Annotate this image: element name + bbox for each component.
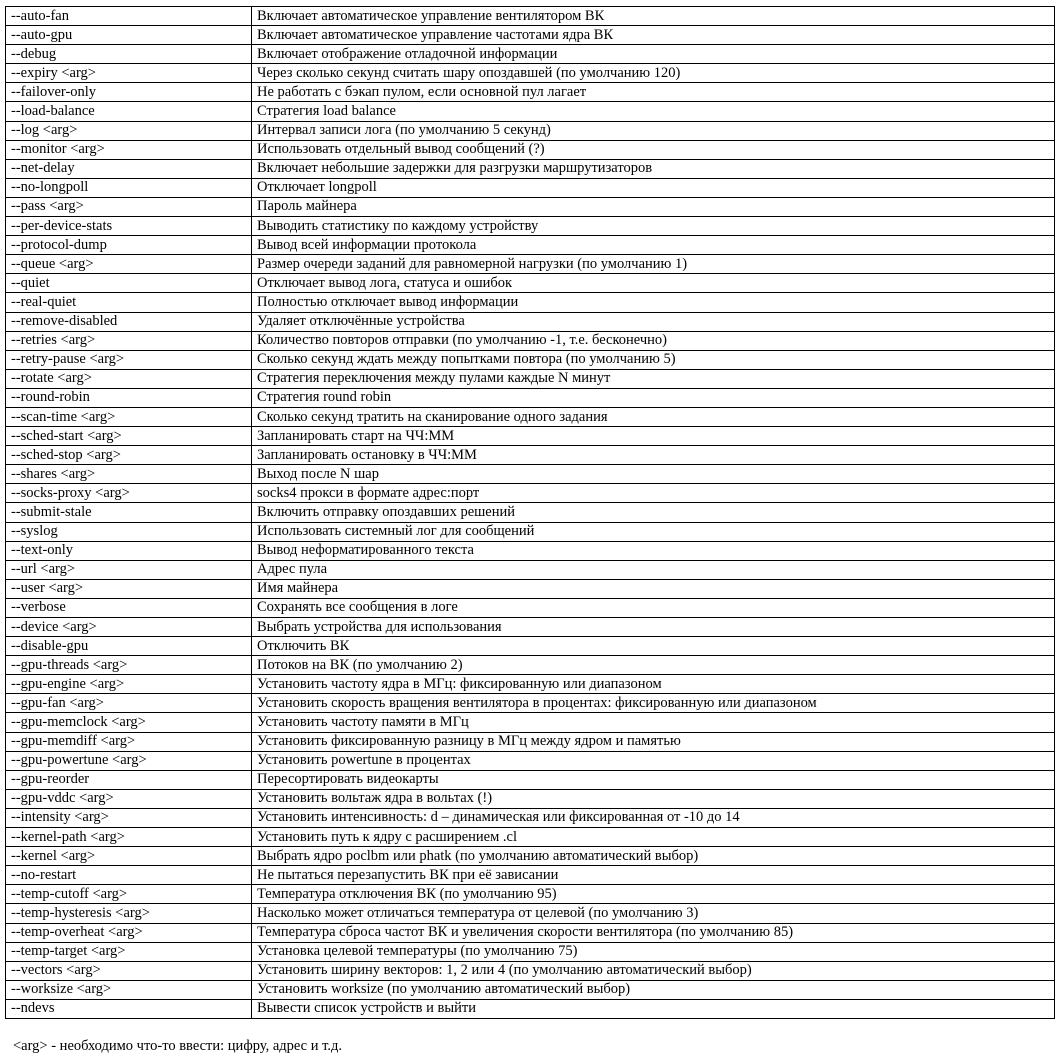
table-row	[6, 751, 1055, 770]
table-row	[6, 541, 1055, 560]
option-cell: --gpu-memdiff <arg>	[6, 732, 252, 751]
table-row	[6, 980, 1055, 999]
description-cell: Пароль майнера	[252, 197, 1055, 216]
option-cell: --rotate <arg>	[6, 369, 252, 388]
description-cell: Вывод неформатированного текста	[252, 541, 1055, 560]
option-cell: --load-balance	[6, 102, 252, 121]
table-row	[6, 465, 1055, 484]
description-cell: Сколько секунд ждать между попытками повтора (по умолчанию 5)	[252, 350, 1055, 369]
option-cell: --submit-stale	[6, 503, 252, 522]
table-row	[6, 866, 1055, 885]
option-cell: --failover-only	[6, 83, 252, 102]
description-cell: Интервал записи лога (по умолчанию 5 секунд)	[252, 121, 1055, 140]
table-row	[6, 293, 1055, 312]
description-cell: Запланировать старт на ЧЧ:ММ	[252, 427, 1055, 446]
table-row	[6, 885, 1055, 904]
option-cell: --queue <arg>	[6, 255, 252, 274]
option-cell: --sched-start <arg>	[6, 427, 252, 446]
description-cell: Установить worksize (по умолчанию автоматический выбор)	[252, 980, 1055, 999]
option-cell: --scan-time <arg>	[6, 407, 252, 426]
description-cell: Имя майнера	[252, 579, 1055, 598]
option-cell: --socks-proxy <arg>	[6, 484, 252, 503]
table-row	[6, 942, 1055, 961]
option-cell: --url <arg>	[6, 560, 252, 579]
option-cell: --kernel-path <arg>	[6, 828, 252, 847]
description-cell: Отключить ВК	[252, 637, 1055, 656]
table-row	[6, 713, 1055, 732]
option-cell: --gpu-vddc <arg>	[6, 789, 252, 808]
description-cell: Установить фиксированную разницу в МГц между ядром и памятью	[252, 732, 1055, 751]
table-row	[6, 274, 1055, 293]
option-cell: --temp-cutoff <arg>	[6, 885, 252, 904]
description-cell: Сохранять все сообщения в логе	[252, 598, 1055, 617]
table-row	[6, 121, 1055, 140]
footnote: <arg> - необходимо что-то ввести: цифру, адрес и т.д.	[13, 1038, 343, 1054]
description-cell: Установить ширину векторов: 1, 2 или 4 (по умолчанию автоматический выбор)	[252, 961, 1055, 980]
table-row	[6, 961, 1055, 980]
option-cell: --worksize <arg>	[6, 980, 252, 999]
option-cell: --user <arg>	[6, 579, 252, 598]
table-row	[6, 808, 1055, 827]
option-cell: --no-restart	[6, 866, 252, 885]
description-cell: Установить вольтаж ядра в вольтах (!)	[252, 789, 1055, 808]
description-cell: Использовать отдельный вывод сообщений (?)	[252, 140, 1055, 159]
options-table-body	[6, 7, 1055, 1019]
option-cell: --auto-gpu	[6, 26, 252, 45]
description-cell: Установить интенсивность: d – динамическая или фиксированная от -10 до 14	[252, 808, 1055, 827]
table-row	[6, 331, 1055, 350]
table-row	[6, 579, 1055, 598]
option-cell: --temp-target <arg>	[6, 942, 252, 961]
option-cell: --protocol-dump	[6, 236, 252, 255]
option-cell: --no-longpoll	[6, 178, 252, 197]
description-cell: Выбрать устройства для использования	[252, 618, 1055, 637]
table-row	[6, 312, 1055, 331]
description-cell: Размер очереди заданий для равномерной нагрузки (по умолчанию 1)	[252, 255, 1055, 274]
description-cell: Адрес пула	[252, 560, 1055, 579]
description-cell: Установка целевой температуры (по умолчанию 75)	[252, 942, 1055, 961]
description-cell: Использовать системный лог для сообщений	[252, 522, 1055, 541]
option-cell: --remove-disabled	[6, 312, 252, 331]
option-cell: --temp-hysteresis <arg>	[6, 904, 252, 923]
description-cell: Установить путь к ядру с расширением .cl	[252, 828, 1055, 847]
description-cell: Включает автоматическое управление частотами ядра ВК	[252, 26, 1055, 45]
table-row	[6, 789, 1055, 808]
table-row	[6, 675, 1055, 694]
option-cell: --expiry <arg>	[6, 64, 252, 83]
description-cell: Выход после N шар	[252, 465, 1055, 484]
option-cell: --log <arg>	[6, 121, 252, 140]
table-row	[6, 236, 1055, 255]
option-cell: --gpu-reorder	[6, 770, 252, 789]
table-row	[6, 446, 1055, 465]
option-cell: --intensity <arg>	[6, 808, 252, 827]
description-cell: Сколько секунд тратить на сканирование одного задания	[252, 407, 1055, 426]
option-cell: --retry-pause <arg>	[6, 350, 252, 369]
table-row	[6, 522, 1055, 541]
description-cell: Выбрать ядро poclbm или phatk (по умолчанию автоматический выбор)	[252, 847, 1055, 866]
table-row	[6, 656, 1055, 675]
table-row	[6, 904, 1055, 923]
option-cell: --per-device-stats	[6, 217, 252, 236]
table-row	[6, 26, 1055, 45]
description-cell: Включает отображение отладочной информации	[252, 45, 1055, 64]
description-cell: Удаляет отключённые устройства	[252, 312, 1055, 331]
option-cell: --ndevs	[6, 999, 252, 1018]
options-table	[5, 6, 1055, 1019]
table-row	[6, 484, 1055, 503]
option-cell: --pass <arg>	[6, 197, 252, 216]
option-cell: --gpu-memclock <arg>	[6, 713, 252, 732]
description-cell: Включить отправку опоздавших решений	[252, 503, 1055, 522]
description-cell: Через сколько секунд считать шару опоздавшей (по умолчанию 120)	[252, 64, 1055, 83]
table-row	[6, 83, 1055, 102]
table-row	[6, 45, 1055, 64]
option-cell: --device <arg>	[6, 618, 252, 637]
table-row	[6, 427, 1055, 446]
description-cell: Стратегия переключения между пулами каждые N минут	[252, 369, 1055, 388]
table-row	[6, 694, 1055, 713]
description-cell: Стратегия load balance	[252, 102, 1055, 121]
description-cell: Установить powertune в процентах	[252, 751, 1055, 770]
description-cell: Насколько может отличаться температура от целевой (по умолчанию 3)	[252, 904, 1055, 923]
option-cell: --real-quiet	[6, 293, 252, 312]
table-row	[6, 560, 1055, 579]
table-row	[6, 770, 1055, 789]
table-row	[6, 178, 1055, 197]
table-row	[6, 732, 1055, 751]
description-cell: Не работать с бэкап пулом, если основной пул лагает	[252, 83, 1055, 102]
option-cell: --debug	[6, 45, 252, 64]
table-row	[6, 388, 1055, 407]
option-cell: --gpu-fan <arg>	[6, 694, 252, 713]
description-cell: Пересортировать видеокарты	[252, 770, 1055, 789]
option-cell: --disable-gpu	[6, 637, 252, 656]
description-cell: Установить частоту памяти в МГц	[252, 713, 1055, 732]
table-row	[6, 923, 1055, 942]
option-cell: --gpu-powertune <arg>	[6, 751, 252, 770]
table-row	[6, 140, 1055, 159]
option-cell: --verbose	[6, 598, 252, 617]
table-row	[6, 828, 1055, 847]
table-row	[6, 350, 1055, 369]
option-cell: --shares <arg>	[6, 465, 252, 484]
option-cell: --auto-fan	[6, 7, 252, 26]
description-cell: Вывести список устройств и выйти	[252, 999, 1055, 1018]
option-cell: --gpu-threads <arg>	[6, 656, 252, 675]
option-cell: --syslog	[6, 522, 252, 541]
table-row	[6, 64, 1055, 83]
table-row	[6, 255, 1055, 274]
option-cell: --sched-stop <arg>	[6, 446, 252, 465]
option-cell: --retries <arg>	[6, 331, 252, 350]
description-cell: Установить частоту ядра в МГц: фиксированную или диапазоном	[252, 675, 1055, 694]
option-cell: --kernel <arg>	[6, 847, 252, 866]
description-cell: Включает небольшие задержки для разгрузки маршрутизаторов	[252, 159, 1055, 178]
description-cell: Полностью отключает вывод информации	[252, 293, 1055, 312]
option-cell: --net-delay	[6, 159, 252, 178]
description-cell: Количество повторов отправки (по умолчанию -1, т.е. бесконечно)	[252, 331, 1055, 350]
option-cell: --monitor <arg>	[6, 140, 252, 159]
option-cell: --quiet	[6, 274, 252, 293]
table-row	[6, 369, 1055, 388]
table-row	[6, 7, 1055, 26]
table-row	[6, 999, 1055, 1018]
option-cell: --round-robin	[6, 388, 252, 407]
description-cell: Выводить статистику по каждому устройству	[252, 217, 1055, 236]
description-cell: Не пытаться перезапустить ВК при её зависании	[252, 866, 1055, 885]
table-row	[6, 847, 1055, 866]
description-cell: Включает автоматическое управление вентилятором ВК	[252, 7, 1055, 26]
table-row	[6, 197, 1055, 216]
table-row	[6, 407, 1055, 426]
description-cell: Температура сброса частот ВК и увеличения скорости вентилятора (по умолчанию 85)	[252, 923, 1055, 942]
table-row	[6, 637, 1055, 656]
description-cell: Стратегия round robin	[252, 388, 1055, 407]
description-cell: socks4 прокси в формате адрес:порт	[252, 484, 1055, 503]
table-row	[6, 598, 1055, 617]
description-cell: Вывод всей информации протокола	[252, 236, 1055, 255]
description-cell: Отключает вывод лога, статуса и ошибок	[252, 274, 1055, 293]
table-row	[6, 102, 1055, 121]
option-cell: --text-only	[6, 541, 252, 560]
description-cell: Температура отключения ВК (по умолчанию 95)	[252, 885, 1055, 904]
option-cell: --gpu-engine <arg>	[6, 675, 252, 694]
option-cell: --temp-overheat <arg>	[6, 923, 252, 942]
description-cell: Запланировать остановку в ЧЧ:ММ	[252, 446, 1055, 465]
table-row	[6, 217, 1055, 236]
option-cell: --vectors <arg>	[6, 961, 252, 980]
table-row	[6, 159, 1055, 178]
description-cell: Установить скорость вращения вентилятора в процентах: фиксированную или диапазоном	[252, 694, 1055, 713]
description-cell: Отключает longpoll	[252, 178, 1055, 197]
table-row	[6, 618, 1055, 637]
description-cell: Потоков на ВК (по умолчанию 2)	[252, 656, 1055, 675]
table-row	[6, 503, 1055, 522]
